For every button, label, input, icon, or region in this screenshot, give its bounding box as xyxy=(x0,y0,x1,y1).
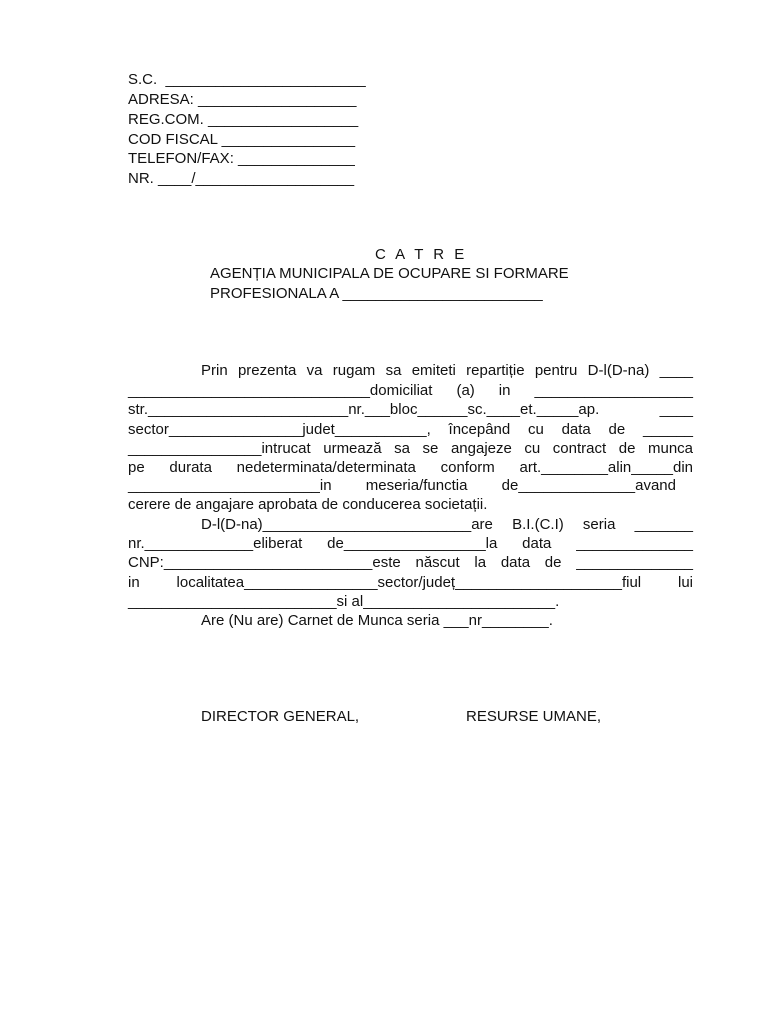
addressee-title: C A T R E xyxy=(375,246,468,263)
paragraph-2-line: D-l(D-na)_________________________are B.I.(C.I) seria _______ xyxy=(201,516,693,533)
paragraph-2-line: in localitatea________________sector/județ____________________fiul lui xyxy=(128,574,693,591)
paragraph-1-line: sector________________judet___________, începând cu data de ______ xyxy=(128,421,693,438)
paragraph-1-line: str.________________________nr.___bloc______sc.____et._____ap. ____ xyxy=(128,401,693,418)
signature-director-general: DIRECTOR GENERAL, xyxy=(201,708,360,725)
paragraph-1-line: _______________________in meseria/functia de______________avand xyxy=(128,477,676,494)
paragraph-2-line: _________________________si al_______________________. xyxy=(128,593,560,610)
fiscal-code-line: COD FISCAL ________________ xyxy=(128,131,356,148)
paragraph-1-line: pe durata nedeterminata/determinata conform art.________alin_____din xyxy=(128,459,693,476)
paragraph-2-line: CNP:_________________________este născut la data de ______________ xyxy=(128,554,693,571)
paragraph-2-line: nr._____________eliberat de_________________la data ______________ xyxy=(128,535,693,552)
registration-number-line: NR. ____/___________________ xyxy=(128,170,355,187)
address-line: ADRESA: ___________________ xyxy=(128,91,357,108)
addressee-line-1: AGENȚIA MUNICIPALA DE OCUPARE SI FORMARE xyxy=(210,265,569,282)
company-name-line: S.C. ________________________ xyxy=(128,71,366,88)
paragraph-1-line: _____________________________domiciliat (a) in ___________________ xyxy=(128,382,693,399)
paragraph-1-line: cerere de angajare aprobata de conducerea societații. xyxy=(128,496,488,513)
signature-human-resources: RESURSE UMANE, xyxy=(466,708,602,725)
reg-com-line: REG.COM. __________________ xyxy=(128,111,359,128)
addressee-line-2: PROFESIONALA A ________________________ xyxy=(210,285,543,302)
paragraph-1-line: Prin prezenta va rugam sa emiteti repartiție pentru D-l(D-na) ____ xyxy=(201,362,693,379)
paragraph-1-line: ________________intrucat urmează sa se angajeze cu contract de munca xyxy=(128,440,693,457)
paragraph-3-line: Are (Nu are) Carnet de Munca seria ___nr________. xyxy=(201,612,553,629)
phone-fax-line: TELEFON/FAX: ______________ xyxy=(128,150,355,167)
